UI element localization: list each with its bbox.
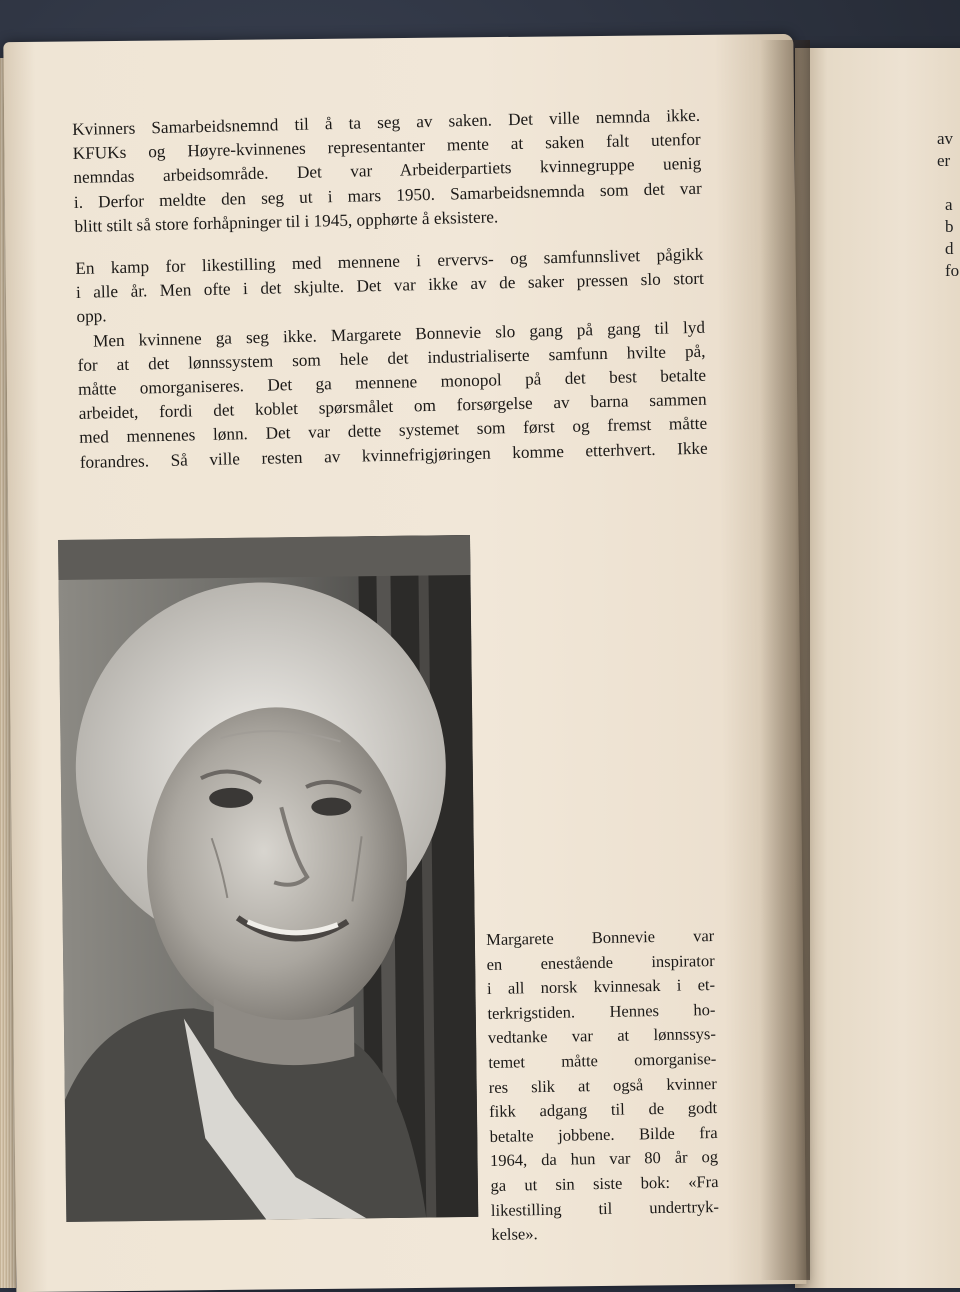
right-page-fragment: d [945, 239, 954, 258]
text-line: arbeidet, fordi det koblet spørsmålet om forsørgelse av barna sammen [78, 389, 707, 424]
right-page-fragment: b [945, 217, 954, 236]
caption-line: kelse». [491, 1224, 538, 1245]
right-page-fragment: fo [945, 261, 960, 280]
caption-line: temet måtte omorganise- [488, 1048, 717, 1072]
caption-line: fikk adgang til de godt [489, 1098, 718, 1122]
text-line: i alle år. Men ofte i det skjulte. Det var ikke av de saker pressen slo stort [75, 268, 705, 303]
text-line: i. Derfor meldte den seg ut i mars 1950. Samarbeidsnemnda som det var [73, 178, 702, 212]
text-line: med mennenes lønn. Det var dette systemet som først og fremst måtte [79, 414, 708, 448]
caption-line: terkrigstiden. Hennes ho- [487, 999, 716, 1023]
caption-line: likestilling til undertryk- [490, 1196, 720, 1220]
paragraph-3 [77, 315, 708, 474]
right-page [795, 48, 960, 1288]
caption-line: vedtanke var at lønnssys- [487, 1024, 717, 1048]
caption-line: 1964, da hun var 80 år og [489, 1147, 719, 1171]
text-line: måtte omorganiseres. Det ga mennene monopol på det best betalte [77, 365, 707, 399]
portrait-photo-icon [58, 535, 478, 1222]
paragraph-1 [72, 104, 703, 239]
right-page-fragment: er [937, 151, 951, 170]
caption-line: Margarete Bonnevie var [486, 926, 715, 949]
text-line: Kvinners Samarbeidsnemnd til å ta seg av saken. Det ville nemnda ikke. [72, 105, 701, 139]
caption-line: betalte jobbene. Bilde fra [489, 1122, 718, 1146]
text-line: KFUKs og Høyre-kvinnenes representanter mente at saken falt utenfor [72, 129, 701, 164]
right-page-fragment: a [945, 195, 953, 214]
caption-line: i all norsk kvinnesak i et- [486, 975, 716, 999]
text-line: En kamp for likestilling med mennene i ervervs- og samfunnslivet pågikk [75, 244, 704, 278]
body-text [72, 104, 708, 475]
text-line: for at det lønnssystem som hele det industrialiserte samfunn hvilte på, [77, 341, 706, 375]
right-page-fragment: av [937, 129, 954, 148]
text-line: blitt stilt så store forhåpninger til i 1945, opphørte å eksistere. [74, 207, 499, 236]
caption-line: en enestående inspirator [486, 950, 715, 974]
text-line: opp. [76, 306, 107, 327]
caption-line: ga ut sin siste bok: «Fra [490, 1171, 719, 1195]
photo-caption [486, 924, 720, 1248]
text-line: forandres. Så ville resten av kvinnefrigjøringen komme etterhvert. Ikke [79, 438, 708, 472]
caption-line: res slik at også kvinner [488, 1073, 717, 1097]
text-line: nemndas arbeidsområde. Det var Arbeiderpartiets kvinnegruppe uenig [73, 154, 702, 188]
gutter-shadow [760, 40, 810, 1280]
text-line: Men kvinnene ga seg ikke. Margarete Bonnevie slo gang på gang til lyd [92, 317, 706, 351]
